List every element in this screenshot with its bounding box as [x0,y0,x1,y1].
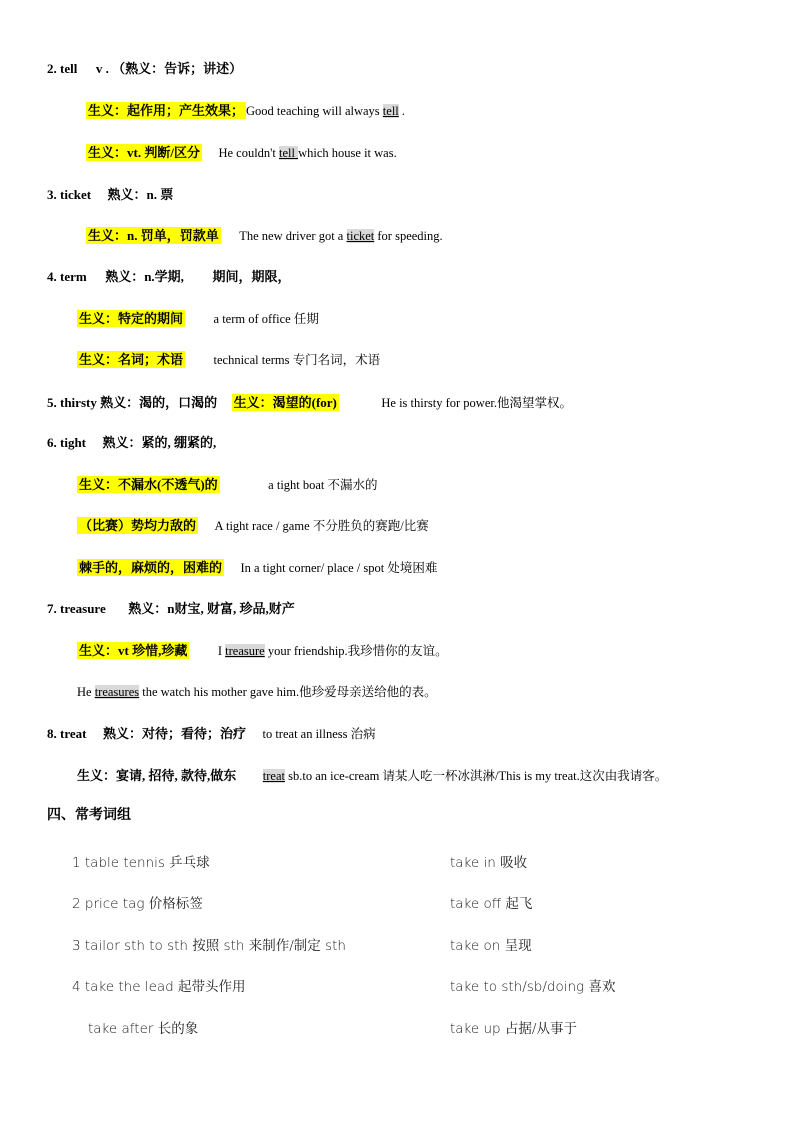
phrase-item: take off 起飞 [450,896,533,912]
entry-treasure-heading [47,600,295,618]
sense-row [86,144,397,162]
example-translation: 任期 [293,312,319,326]
entry-ticket-heading [47,186,173,204]
headword: 6. tight [47,435,86,450]
sense-label: 生义：起作用；产生效果； [88,103,245,118]
headword: 2. tell [47,61,78,76]
familiar-meaning-2: 期间，期限， [212,269,291,284]
sense-row [77,642,448,660]
example-row [77,683,437,701]
entry-term-heading [47,268,290,286]
sense-row [86,102,405,120]
sense-row [77,351,380,369]
example-text: sb.to an ice-cream 请某人吃一杯冰淇淋/This is my treat.这次由我请客。 [284,769,668,783]
example-keyword: treasures [94,685,140,699]
example-translation: 专门名词，术语 [292,353,381,367]
sense-row [77,476,378,494]
sense-label: （比赛）势均力敌的 [79,518,197,533]
part-of-speech: v . [95,61,109,76]
sense-label: 生义：vt. 判断/区分 [88,145,200,160]
example-translation: 处境困难 [387,561,438,575]
sense-label: 生义：vt 珍惜,珍藏 [79,643,188,658]
familiar-meaning: 熟义：对待；看待；治疗 [102,726,246,741]
headword: 3. ticket [47,187,92,202]
example-text: Good teaching will always [246,104,383,118]
sense-label: 生义：渴望的(for) [233,395,337,410]
headword: 7. treasure [47,601,106,616]
example-text: The new driver got a [239,229,347,243]
familiar-meaning: 熟义：n. 票 [107,187,174,202]
sense-label: 生义：不漏水(不透气)的 [79,477,218,492]
phrase-item: 4 take the lead 起带头作用 [72,979,246,995]
example-translation: 不分胜负的赛跑/比赛 [312,519,429,533]
entry-tell-heading [47,60,242,78]
example-text: I [217,644,226,658]
example-keyword: tell [279,146,299,160]
example-text: A tight race / game [214,519,313,533]
phrase-item: 1 table tennis 乒乓球 [72,855,210,871]
entry-thirsty [47,394,572,412]
example-text: . [398,104,406,118]
headword: 4. term [47,269,87,284]
sense-row [86,227,443,245]
headword: 8. treat [47,726,87,741]
example-text: technical terms [213,353,293,367]
phrase-item: 3 tailor sth to sth 按照 sth 来制作/制定 sth [72,938,346,954]
familiar-meaning: 熟义：n.学期, [105,269,184,284]
sense-label: 生义：n. 罚单，罚款单 [88,228,219,243]
phrase-item: take on 呈现 [450,938,532,954]
example-keyword: tell [382,104,399,118]
example-text: a term of office [213,312,294,326]
example-text: In a tight corner/ place / spot [240,561,388,575]
phrase-item: take up 占据/从事于 [450,1021,577,1037]
example-text: to treat an illness 治病 [262,727,376,741]
example-text: the watch his mother gave him.他珍爱母亲送给他的表。 [139,685,437,699]
familiar-meaning: 熟义：渴的，口渴的 [100,395,218,410]
sense-row [77,559,437,577]
phrase-item: take after 长的象 [88,1021,199,1037]
sense-row [77,767,667,785]
example-text: for speeding. [374,229,443,243]
example-text: He is thirsty for power.他渴望掌权。 [381,396,572,410]
example-translation: 不漏水的 [327,478,378,492]
sense-row [77,517,429,535]
example-text: a tight boat [268,478,328,492]
example-text: which house it was. [298,146,397,160]
headword: 5. thirsty [47,395,97,410]
example-keyword: treat [262,769,285,783]
sense-label: 生义：宴请, 招待, 款待,做东 [77,768,237,783]
sense-label: 棘手的，麻烦的，困难的 [79,560,223,575]
phrase-item: take to sth/sb/doing 喜欢 [450,979,616,995]
example-keyword: ticket [346,229,375,243]
familiar-meaning: 熟义：n财宝, 财富, 珍品,财产 [128,601,295,616]
example-text: He [77,685,95,699]
entry-tight-heading [47,434,216,452]
sense-label: 生义：名词；术语 [79,352,184,367]
sense-label: 生义：特定的期间 [79,311,184,326]
example-text: He couldn't [218,146,280,160]
example-text: your friendship.我珍惜你的友谊。 [264,644,448,658]
example-keyword: treasure [225,644,265,658]
sense-row [77,310,319,328]
section-title: 四、常考词组 [47,807,131,823]
entry-treat-heading [47,725,376,743]
phrase-item: take in 吸收 [450,855,528,871]
phrase-item: 2 price tag 价格标签 [72,896,203,912]
familiar-meaning: 熟义：紧的, 绷紧的, [102,435,217,450]
familiar-meaning: （熟义：告诉；讲述） [112,61,243,76]
